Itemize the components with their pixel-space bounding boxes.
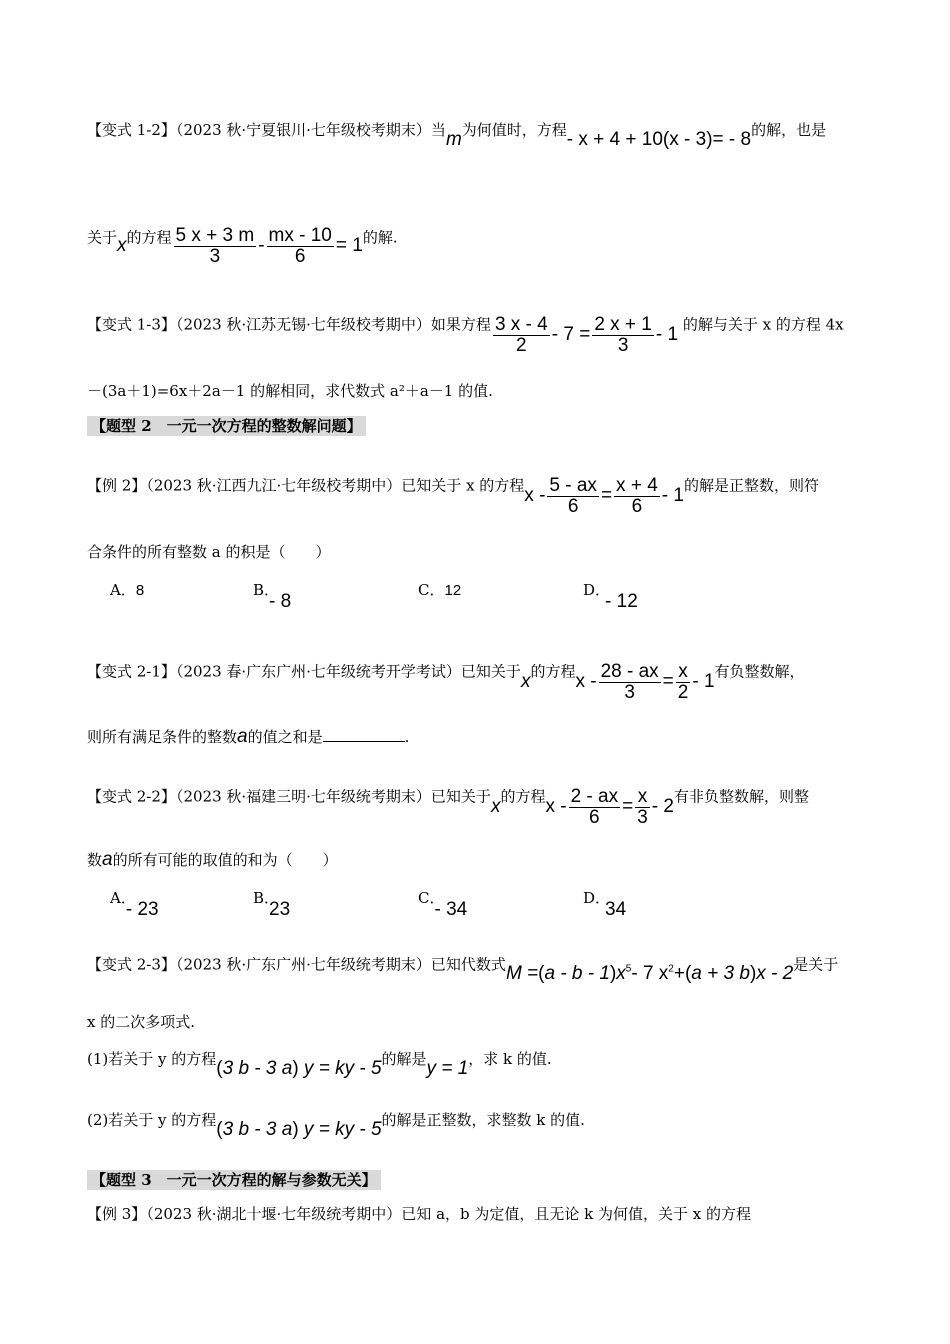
ex3-tag: 【例 3】 <box>87 1205 147 1223</box>
ex2-option-b[interactable] <box>253 580 301 612</box>
minus-sign: - <box>258 234 265 256</box>
q1-equation: y = ky - 5 <box>303 1058 382 1079</box>
section-heading-3: 【题型 3 一元一次方程的解与参数无关】 <box>87 1170 381 1190</box>
ex2-source: （2023 秋·江西九江·七年级校考期中） <box>146 476 402 495</box>
v21-text: 已知关于 <box>460 662 521 681</box>
v22-lhs: x - <box>545 795 567 817</box>
numerator: 5 - ax <box>549 475 597 496</box>
term-end: x - 2 <box>756 963 794 985</box>
numerator: mx - 10 <box>268 225 332 246</box>
q1-text: ，求 k 的值. <box>468 1050 552 1068</box>
ex2-fraction-2 <box>614 476 660 517</box>
ex2-line2: 合条件的所有整数 a 的积是（ ） <box>87 543 331 561</box>
v22-source: （2023 秋·福建三明·七年级统考期末） <box>175 787 431 806</box>
equals-one: = 1 <box>335 234 363 256</box>
v22-fraction-1 <box>569 787 621 828</box>
option-label: D． <box>583 889 611 907</box>
v13-line1 <box>87 305 844 356</box>
denominator: 6 <box>631 496 643 517</box>
q1-text: (1)若关于 y 的方程 <box>87 1050 217 1068</box>
equals-sign: = <box>600 484 613 506</box>
option-value: - 8 <box>269 591 292 612</box>
v22-text: 有非负整数解，则整 <box>673 787 809 806</box>
term-7x: - 7 x <box>631 963 669 985</box>
q2-coefficient: 3 b - 3 a <box>222 1119 293 1140</box>
v22-tag: 【变式 2-2】 <box>87 787 176 806</box>
v13-end: - 1 <box>655 323 679 345</box>
numerator: x <box>676 662 691 683</box>
v13-mid: - 7 = <box>551 323 591 345</box>
v22-text: 的所有可能的取值的和为（ ） <box>112 851 338 869</box>
ex2-text: 已知关于 x 的方程 <box>401 476 525 495</box>
v22-line1 <box>87 777 809 828</box>
denominator: 6 <box>294 246 306 267</box>
v23-line1: 【变式 2-3】（2023 秋·广东广州·七年级统考期末）已知代数式$M =(a - b - 1)x^5-$ 7 $x^2+(a + 3$ b)x - 2是关于 <box>87 955 839 985</box>
var-a: a <box>102 849 113 870</box>
numerator: 5 x + 3 m <box>175 225 255 246</box>
q2-text: (2)若关于 y 的方程 <box>87 1111 217 1129</box>
v13-line2: －(3a＋1)=6x＋2a－1 的解相同，求代数式 a²＋a－1 的值. <box>87 382 493 400</box>
v12-equation-rhs: = - 8 <box>712 129 752 150</box>
option-label: C． <box>418 581 445 599</box>
denominator: 3 <box>637 807 648 828</box>
option-value: - 23 <box>125 899 159 920</box>
v21-text: 的方程 <box>530 662 576 681</box>
v21-line2 <box>87 727 409 747</box>
numerator: 2 x + 1 <box>594 314 652 335</box>
v23-line2: x 的二次多项式. <box>87 1013 195 1031</box>
ex2-option-c[interactable] <box>418 580 461 601</box>
denominator: 3 <box>617 335 629 356</box>
v23-tag: 【变式 2-3】 <box>87 955 176 974</box>
v13-text: 的解与关于 x 的方程 4x <box>682 315 844 334</box>
var-m: m <box>445 129 462 150</box>
v13-tag: 【变式 1-3】 <box>87 315 176 334</box>
ex2-end: - 1 <box>661 484 684 506</box>
numerator: x <box>635 787 650 808</box>
v13-source: （2023 秋·江苏无锡·七年级校考期中） <box>175 315 431 334</box>
v12-text: 的解. <box>362 228 398 247</box>
option-label: D． <box>583 581 611 599</box>
v12-source: （2023 秋·宁夏银川·七年级校考期末） <box>175 121 431 139</box>
equals-sign: = <box>622 795 634 817</box>
v12-fraction-2 <box>267 226 334 267</box>
v12-equation: - x + 4 + 10 <box>566 129 663 150</box>
q1-solution: y = 1 <box>426 1058 469 1079</box>
v12-line2 <box>87 218 398 267</box>
var-a: a <box>237 726 248 747</box>
v23-source: （2023 秋·广东广州·七年级统考期末） <box>175 955 431 974</box>
option-label: A． <box>110 581 136 599</box>
denominator: 2 <box>516 335 527 356</box>
ex2-lhs: x - <box>524 484 546 506</box>
q2-text: 的解是正整数，求整数 k 的值. <box>381 1111 585 1129</box>
numerator: 2 - ax <box>570 786 619 807</box>
ex2-fraction-1 <box>547 476 599 517</box>
v13-fraction-1 <box>493 315 550 356</box>
q1-coefficient: 3 b - 3 a <box>222 1058 293 1079</box>
option-label: B． <box>253 581 280 599</box>
option-label: B． <box>253 889 280 907</box>
v21-tag: 【变式 2-1】 <box>87 662 176 681</box>
var-x: x <box>520 670 531 692</box>
v21-text: 则所有满足条件的整数 <box>87 728 238 746</box>
option-value: 12 <box>444 582 462 599</box>
v23-text: 已知代数式 <box>430 955 506 974</box>
v21-text: 有负整数解， <box>714 662 805 681</box>
ex2-text: 的解是正整数，则符 <box>683 476 819 495</box>
coefficient-1: a - b - 1 <box>544 963 610 985</box>
ex3-source: （2023 秋·湖北十堰·七年级统考期中） <box>146 1205 402 1223</box>
v23-text: 是关于 <box>793 955 839 974</box>
v13-text: 如果方程 <box>430 315 491 334</box>
v12-equation-paren: x - 3 <box>669 129 707 150</box>
v22-text: 已知关于 <box>430 787 491 806</box>
v12-text: 的解，也是 <box>751 121 827 139</box>
v12-text: 关于 <box>87 228 118 247</box>
ex2-option-a[interactable] <box>110 580 144 601</box>
option-value: - 12 <box>605 591 638 612</box>
q1-text: 的解是 <box>381 1050 427 1068</box>
v21-text: 的值之和是 <box>247 728 323 746</box>
var-x: x <box>117 234 127 256</box>
section-heading-2: 【题型 2 一元一次方程的整数解问题】 <box>87 416 366 436</box>
v22-option-d[interactable] <box>583 888 631 920</box>
v12-tag: 【变式 1-2】 <box>87 121 176 139</box>
v12-fraction-1 <box>174 226 257 267</box>
numerator: 3 x - 4 <box>494 314 548 335</box>
ex3-line1 <box>87 1204 751 1224</box>
denominator: 3 <box>209 246 221 267</box>
equals-sign: = <box>662 670 674 692</box>
v23-question-1: (1)若关于 y 的方程(3 b - 3 a) y = ky - 5的解是y = 1，求 k 的值. <box>87 1050 552 1079</box>
denominator: 2 <box>677 682 689 703</box>
option-value: - 34 <box>434 899 468 920</box>
option-label: A． <box>110 889 136 907</box>
v22-option-b[interactable] <box>253 888 300 920</box>
v21-lhs: x - <box>575 670 597 692</box>
numerator: x + 4 <box>616 475 658 496</box>
ex2-line1 <box>87 466 819 517</box>
denominator: 6 <box>589 807 600 828</box>
v22-option-c[interactable] <box>418 888 477 920</box>
v22-option-a[interactable] <box>110 888 169 920</box>
q2-equation: y = ky - 5 <box>303 1119 382 1140</box>
ex2-option-d[interactable] <box>583 580 643 612</box>
answer-blank[interactable] <box>323 727 405 742</box>
v23-question-2: (2)若关于 y 的方程(3 b - 3 a) y = ky - 5的解是正整数，求整数 k 的值. <box>87 1111 585 1140</box>
numerator: 28 - ax <box>600 661 659 682</box>
option-label: C． <box>418 889 445 907</box>
v21-end: - 1 <box>692 670 715 692</box>
v22-end: - 2 <box>651 795 674 817</box>
v12-line1: 【变式 1-2】（2023 秋·宁夏银川·七年级校考期末）当m为何值时，方程- x + 4 + 10(x - 3)= - 8的解，也是 <box>87 121 827 150</box>
option-value: 34 <box>605 899 627 920</box>
denominator: 3 <box>624 682 635 703</box>
v21-source: （2023 春·广东广州·七年级统考开学考试） <box>175 662 461 681</box>
coefficient-2: a + 3 b <box>691 963 750 985</box>
v22-text: 的方程 <box>500 787 546 806</box>
exponent-5: 5 <box>625 964 632 975</box>
v22-line2 <box>87 850 338 870</box>
v12-text: 的方程 <box>126 228 172 247</box>
polynomial-m: M = <box>505 963 539 985</box>
ex2-tag: 【例 2】 <box>87 476 147 495</box>
var-x: x <box>490 795 501 817</box>
var-x: x <box>616 963 626 985</box>
v21-fraction-2 <box>676 662 691 703</box>
exponent-2: 2 <box>668 964 674 975</box>
v13-fraction-2 <box>592 315 654 356</box>
v21-fraction-1 <box>599 662 661 703</box>
v21-text: . <box>404 728 410 746</box>
v12-text: 为何值时，方程 <box>461 121 567 139</box>
denominator: 6 <box>567 496 579 517</box>
v22-text: 数 <box>87 851 103 869</box>
plus-sign: + <box>673 963 685 985</box>
ex3-text: 已知 a，b 为定值，且无论 k 为何值，关于 x 的方程 <box>401 1205 752 1223</box>
v12-text: 当 <box>430 121 446 139</box>
v21-line1 <box>87 652 805 703</box>
option-value: 8 <box>135 582 145 599</box>
option-value: 23 <box>269 899 291 920</box>
v22-fraction-2 <box>635 787 650 828</box>
